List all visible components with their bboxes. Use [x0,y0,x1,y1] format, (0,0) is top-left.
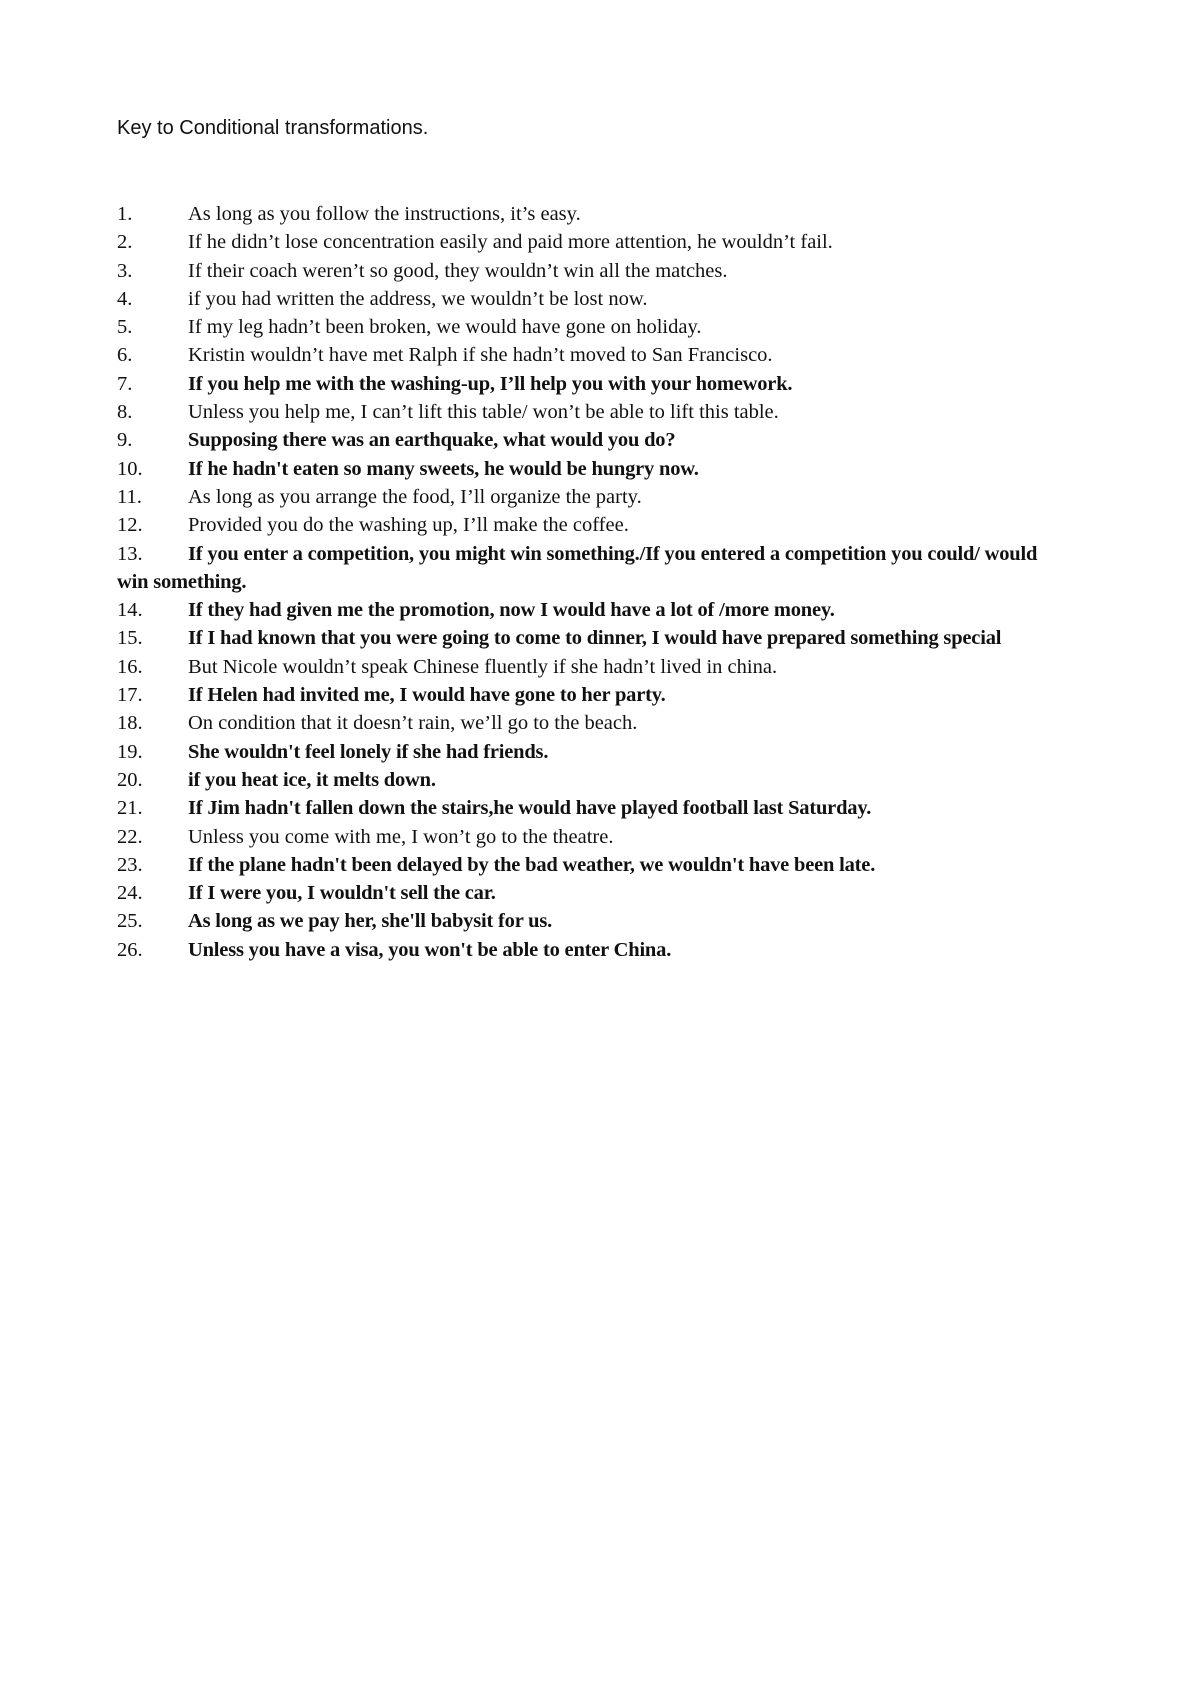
item-text: If he didn’t lose concentration easily and paid more attention, he wouldn’t fail. [188,231,833,254]
item-number: 2. [117,231,133,254]
item-number: 6. [117,344,133,367]
item-number: 26. [117,938,143,961]
item-text: Unless you come with me, I won’t go to the theatre. [188,825,614,848]
item-number: 8. [117,401,133,424]
item-text: Supposing there was an earthquake, what would you do? [188,429,676,452]
list-item [117,511,1067,539]
list-item [117,398,1067,426]
list-item [117,851,1067,879]
list-item [117,823,1067,851]
item-text: If they had given me the promotion, now I would have a lot of /more money. [188,599,835,622]
item-text: Provided you do the washing up, I’ll make the coffee. [188,514,629,537]
item-text: Unless you have a visa, you won't be able to enter China. [188,938,672,961]
item-text: if you had written the address, we wouldn’t be lost now. [188,287,648,310]
item-text: If Jim hadn't fallen down the stairs,he would have played football last Saturday. [188,797,872,820]
list-item [117,879,1067,907]
item-number: 4. [117,287,133,310]
item-number: 11. [117,485,142,508]
list-item [117,936,1067,964]
item-text: Unless you help me, I can’t lift this table/ won’t be able to lift this table. [188,401,779,424]
list-item [117,228,1067,256]
item-number: 1. [117,203,133,225]
item-text: On condition that it doesn’t rain, we’ll go to the beach. [188,712,638,735]
item-number: 12. [117,514,143,537]
item-text: As long as you arrange the food, I’ll organize the party. [188,485,642,508]
item-text: As long as you follow the instructions, it’s easy. [188,203,581,225]
item-text: But Nicole wouldn’t speak Chinese fluently if she hadn’t lived in china. [188,655,778,678]
list-item [117,341,1067,369]
list-item [117,200,1067,228]
item-text: If you help me with the washing-up, I’ll help you with your homework. [188,372,793,395]
item-number: 18. [117,712,143,735]
item-number: 25. [117,910,143,933]
list-item [117,596,1067,624]
item-text: If Helen had invited me, I would have gone to her party. [188,684,666,707]
item-number: 5. [117,316,133,339]
item-number: 22. [117,825,143,848]
item-number: 17. [117,684,143,707]
item-text: If I had known that you were going to come to dinner, I would have prepared something special [188,627,1002,650]
item-text: Kristin wouldn’t have met Ralph if she hadn’t moved to San Francisco. [188,344,773,367]
list-item [117,455,1067,483]
list-item [117,483,1067,511]
list-item [117,681,1067,709]
item-number: 15. [117,627,143,650]
item-text: If my leg hadn’t been broken, we would have gone on holiday. [188,316,702,339]
list-item [117,766,1067,794]
item-number: 10. [117,457,143,480]
item-number: 7. [117,372,133,395]
item-text: She wouldn't feel lonely if she had friends. [188,740,549,763]
list-item [117,257,1067,285]
list-item [117,738,1067,766]
list-item [117,624,1067,652]
list-item [117,313,1067,341]
item-text: If you enter a competition, you might win something./If you entered a competition you could/ would win something. [117,542,1038,593]
list-item [117,540,1067,597]
item-text: If I were you, I wouldn't sell the car. [188,882,496,905]
list-item [117,907,1067,935]
list-item [117,794,1067,822]
list-item [117,653,1067,681]
item-number: 16. [117,655,143,678]
item-text: if you heat ice, it melts down. [188,768,436,791]
document-title: Key to Conditional transformations. [117,117,429,139]
list-item [117,426,1067,454]
item-text: If he hadn't eaten so many sweets, he would be hungry now. [188,457,699,480]
list-item [117,709,1067,737]
list-item [117,370,1067,398]
item-number: 3. [117,259,133,282]
item-number: 13. [117,542,143,565]
item-number: 14. [117,599,143,622]
item-text: As long as we pay her, she'll babysit for us. [188,910,553,933]
item-text: If the plane hadn't been delayed by the bad weather, we wouldn't have been late. [188,853,876,876]
item-number: 9. [117,429,133,452]
item-number: 19. [117,740,143,763]
item-number: 24. [117,882,143,905]
answer-list [117,200,1067,964]
item-number: 20. [117,768,143,791]
item-number: 23. [117,853,143,876]
list-item [117,285,1067,313]
item-text: If their coach weren’t so good, they wouldn’t win all the matches. [188,259,728,282]
item-number: 21. [117,797,143,820]
